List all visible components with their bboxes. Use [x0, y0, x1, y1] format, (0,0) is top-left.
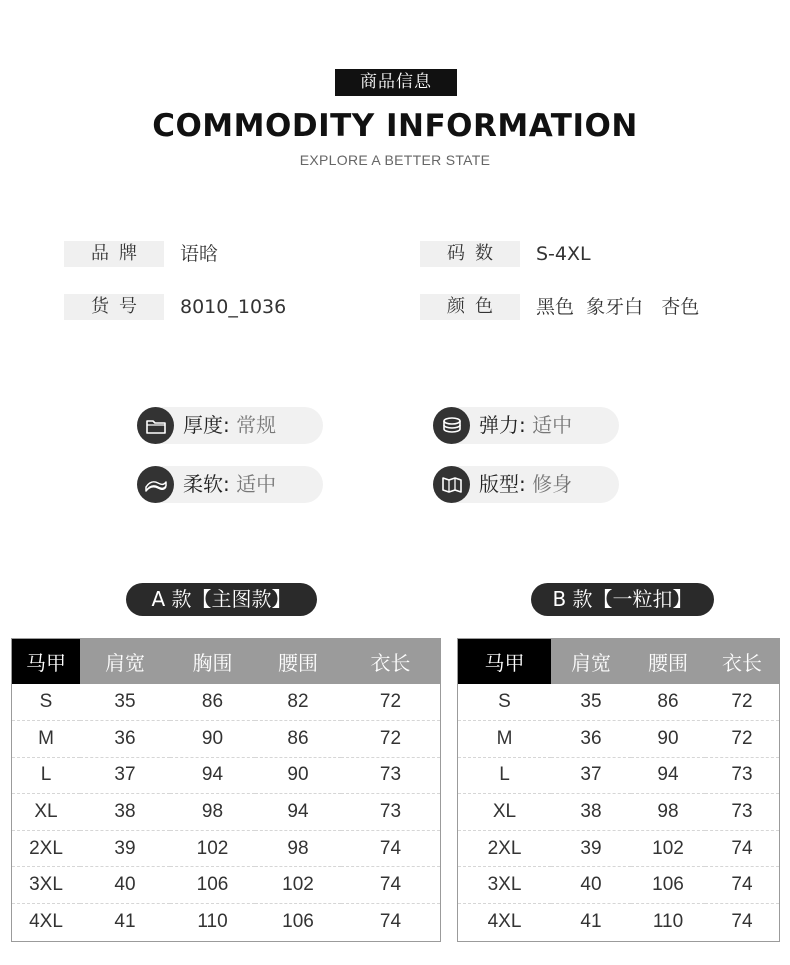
table-cell: 41 — [114, 911, 136, 933]
color-label: 颜色 — [420, 294, 520, 320]
table-cell: 41 — [580, 911, 602, 933]
table-cell: XL — [12, 794, 80, 831]
table-header-cell: 腰围 — [255, 639, 341, 684]
table-header-cell: 衣长 — [341, 639, 440, 684]
table-cell: 74 — [705, 867, 779, 904]
table-cell: 86 — [170, 684, 255, 721]
table-row — [12, 794, 440, 831]
table-cell: 73 — [341, 757, 440, 794]
size-table-a — [11, 638, 441, 942]
page-subtitle: EXPLORE A BETTER STATE — [299, 152, 491, 168]
table-header-cell: 肩宽 — [551, 639, 631, 684]
table-header-cell: 肩宽 — [80, 639, 170, 684]
table-row — [12, 867, 440, 904]
table-cell: M — [458, 721, 551, 758]
table-row — [458, 904, 779, 941]
table-cell: 72 — [705, 684, 779, 721]
book-icon — [433, 466, 470, 503]
table-row — [458, 757, 779, 794]
table-cell: 74 — [705, 830, 779, 867]
table-cell: 98 — [170, 794, 255, 831]
table-cell: 72 — [341, 721, 440, 758]
table-cell: L — [12, 757, 80, 794]
table-cell: S — [12, 684, 80, 721]
table-row — [458, 684, 779, 721]
table-cell: 39 — [551, 830, 631, 867]
feature-thickness — [137, 407, 323, 444]
brand-label: 品牌 — [64, 241, 164, 267]
table-row — [458, 721, 779, 758]
table-cell: 74 — [379, 911, 402, 933]
table-cell: 110 — [652, 911, 684, 933]
table-cell: 86 — [631, 684, 705, 721]
table-header-cell: 腰围 — [631, 639, 705, 684]
table-cell: 98 — [255, 830, 341, 867]
feature-key: 弹力: — [479, 413, 526, 437]
section-tag: 商品信息 — [335, 69, 457, 96]
table-cell: 73 — [705, 794, 779, 831]
table-cell: 37 — [80, 757, 170, 794]
table-cell: 35 — [80, 684, 170, 721]
feature-softness — [137, 466, 323, 503]
feature-fit — [433, 466, 619, 503]
table-cell: S — [458, 684, 551, 721]
table-row — [12, 684, 440, 721]
size-range-value: S-4XL — [536, 243, 591, 265]
table-cell: 86 — [255, 721, 341, 758]
table-cell: 106 — [170, 867, 255, 904]
size-table-b — [457, 638, 780, 942]
table-cell: 90 — [631, 721, 705, 758]
table-row — [458, 794, 779, 831]
table-cell: 4XL — [487, 911, 522, 933]
table-cell: 74 — [341, 830, 440, 867]
table-header-cell: 胸围 — [170, 639, 255, 684]
feature-key: 柔软: — [183, 472, 230, 496]
feature-value: 修身 — [532, 472, 573, 496]
table-row — [458, 867, 779, 904]
table-cell: 36 — [551, 721, 631, 758]
table-row — [12, 904, 440, 941]
table-cell: 94 — [255, 794, 341, 831]
table-cell: 3XL — [12, 867, 80, 904]
table-cell: 73 — [341, 794, 440, 831]
table-row — [12, 757, 440, 794]
table-cell: 110 — [197, 911, 228, 933]
table-cell: 90 — [170, 721, 255, 758]
table-header-row — [458, 639, 779, 684]
table-cell: 94 — [631, 757, 705, 794]
table-cell: 102 — [255, 867, 341, 904]
fabric-icon — [137, 466, 174, 503]
table-cell: L — [458, 757, 551, 794]
feature-value: 适中 — [532, 413, 573, 437]
table-row — [12, 830, 440, 867]
table-cell: 2XL — [458, 830, 551, 867]
table-cell: 90 — [255, 757, 341, 794]
table-cell: 2XL — [12, 830, 80, 867]
feature-value: 适中 — [236, 472, 277, 496]
table-cell: 40 — [80, 867, 170, 904]
table-header-cell: 马甲 — [458, 639, 551, 684]
table-header-row — [12, 639, 440, 684]
table-cell: 36 — [80, 721, 170, 758]
table-cell: 82 — [255, 684, 341, 721]
table-cell: 72 — [341, 684, 440, 721]
table-cell: 106 — [282, 911, 314, 933]
table-cell: 73 — [705, 757, 779, 794]
size-range-label: 码数 — [420, 241, 520, 267]
table-cell: 74 — [731, 911, 753, 933]
table-cell: XL — [458, 794, 551, 831]
item-number-value: 8010_1036 — [180, 296, 287, 318]
table-header-cell: 衣长 — [705, 639, 779, 684]
table-row — [12, 721, 440, 758]
table-cell: 102 — [631, 830, 705, 867]
table-cell: 106 — [631, 867, 705, 904]
table-cell: 39 — [80, 830, 170, 867]
table-cell: 98 — [631, 794, 705, 831]
style-b-badge: B 款【一粒扣】 — [531, 583, 714, 616]
feature-value: 常规 — [236, 413, 277, 437]
style-a-badge: A 款【主图款】 — [126, 583, 317, 616]
table-cell: 37 — [551, 757, 631, 794]
table-cell: 38 — [80, 794, 170, 831]
feature-elasticity — [433, 407, 619, 444]
table-cell: 38 — [551, 794, 631, 831]
feature-key: 版型: — [479, 472, 526, 496]
table-cell: 102 — [170, 830, 255, 867]
brand-value: 语晗 — [180, 243, 219, 265]
table-cell: M — [12, 721, 80, 758]
folder-icon — [137, 407, 174, 444]
table-cell: 3XL — [458, 867, 551, 904]
page-title: COMMODITY INFORMATION — [152, 108, 638, 144]
table-cell: 74 — [341, 867, 440, 904]
table-header-cell: 马甲 — [12, 639, 80, 684]
color-value: 黑色 象牙白 杏色 — [536, 296, 700, 318]
table-cell: 72 — [705, 721, 779, 758]
item-number-label: 货号 — [64, 294, 164, 320]
table-cell: 35 — [551, 684, 631, 721]
table-cell: 94 — [170, 757, 255, 794]
table-cell: 4XL — [29, 911, 63, 933]
table-cell: 40 — [551, 867, 631, 904]
table-row — [458, 830, 779, 867]
coins-stack-icon — [433, 407, 470, 444]
feature-key: 厚度: — [183, 413, 230, 437]
